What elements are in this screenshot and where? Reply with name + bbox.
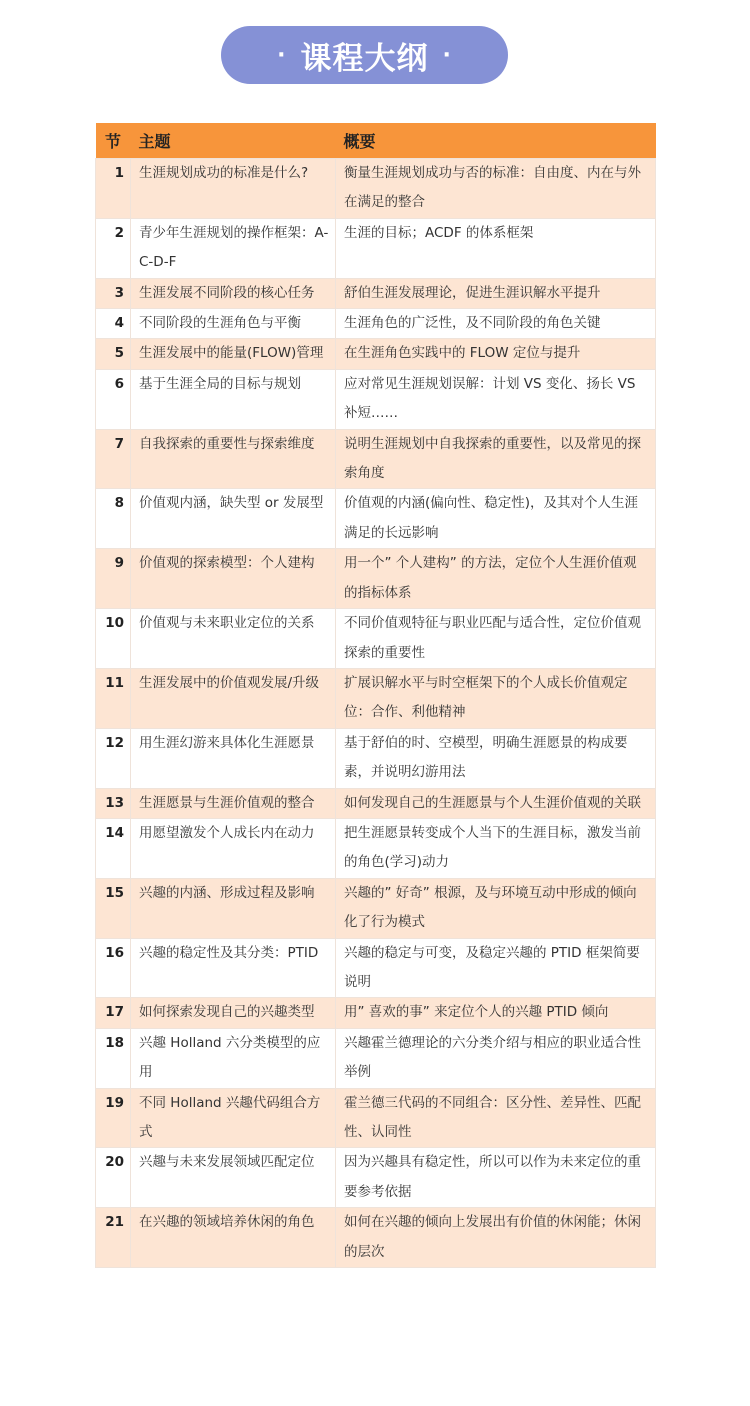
- row-topic: 价值观与未来职业定位的关系: [131, 609, 336, 669]
- row-topic: 兴趣的内涵、形成过程及影响: [131, 878, 336, 938]
- page-title-banner: [221, 26, 508, 84]
- row-num: 16: [96, 938, 131, 998]
- row-desc: 兴趣霍兰德理论的六分类介绍与相应的职业适合性举例: [336, 1028, 656, 1088]
- title-dot-left: ·: [277, 42, 287, 68]
- row-desc: 用一个” 个人建构” 的方法，定位个人生涯价值观的指标体系: [336, 549, 656, 609]
- table-row: [96, 429, 656, 489]
- row-topic: 不同阶段的生涯角色与平衡: [131, 309, 336, 339]
- table-header-row: [96, 123, 656, 159]
- row-num: 9: [96, 549, 131, 609]
- table-row: [96, 668, 656, 728]
- row-desc: 兴趣的” 好奇” 根源，及与环境互动中形成的倾向化了行为模式: [336, 878, 656, 938]
- row-topic: 兴趣与未来发展领域匹配定位: [131, 1148, 336, 1208]
- row-topic: 用生涯幻游来具体化生涯愿景: [131, 728, 336, 788]
- row-num: 7: [96, 429, 131, 489]
- row-topic: 生涯规划成功的标准是什么?: [131, 159, 336, 219]
- row-desc: 如何在兴趣的倾向上发展出有价值的休闲能；休闲的层次: [336, 1208, 656, 1268]
- page-title: 课程大纲: [300, 40, 429, 77]
- row-topic: 不同 Holland 兴趣代码组合方式: [131, 1088, 336, 1148]
- row-desc: 舒伯生涯发展理论，促进生涯识解水平提升: [336, 278, 656, 308]
- row-desc: 用” 喜欢的事” 来定位个人的兴趣 PTID 倾向: [336, 998, 656, 1028]
- row-desc: 在生涯角色实践中的 FLOW 定位与提升: [336, 339, 656, 369]
- row-desc: 说明生涯规划中自我探索的重要性，以及常见的探索角度: [336, 429, 656, 489]
- row-num: 19: [96, 1088, 131, 1148]
- table-row: [96, 998, 656, 1028]
- header-topic: 主题: [131, 123, 336, 159]
- row-num: 20: [96, 1148, 131, 1208]
- row-num: 3: [96, 278, 131, 308]
- row-desc: 扩展识解水平与时空框架下的个人成长价值观定位：合作、利他精神: [336, 668, 656, 728]
- table-row: [96, 1208, 656, 1268]
- row-desc: 生涯的目标；ACDF 的体系框架: [336, 218, 656, 278]
- table-row: [96, 369, 656, 429]
- row-num: 1: [96, 159, 131, 219]
- row-topic: 在兴趣的领域培养休闲的角色: [131, 1208, 336, 1268]
- row-num: 14: [96, 818, 131, 878]
- row-num: 21: [96, 1208, 131, 1268]
- row-topic: 生涯发展不同阶段的核心任务: [131, 278, 336, 308]
- row-num: 2: [96, 218, 131, 278]
- table-row: [96, 938, 656, 998]
- row-num: 13: [96, 788, 131, 818]
- row-desc: 不同价值观特征与职业匹配与适合性，定位价值观探索的重要性: [336, 609, 656, 669]
- row-desc: 生涯角色的广泛性，及不同阶段的角色关键: [336, 309, 656, 339]
- table-row: [96, 728, 656, 788]
- row-desc: 应对常见生涯规划误解：计划 VS 变化、扬长 VS 补短……: [336, 369, 656, 429]
- row-num: 12: [96, 728, 131, 788]
- row-num: 15: [96, 878, 131, 938]
- row-num: 18: [96, 1028, 131, 1088]
- table-row: [96, 1148, 656, 1208]
- course-outline-table: [95, 123, 656, 1268]
- table-row: [96, 489, 656, 549]
- row-num: 10: [96, 609, 131, 669]
- row-topic: 基于生涯全局的目标与规划: [131, 369, 336, 429]
- row-desc: 因为兴趣具有稳定性，所以可以作为未来定位的重要参考依据: [336, 1148, 656, 1208]
- table-row: [96, 1028, 656, 1088]
- table-row: [96, 788, 656, 818]
- row-topic: 生涯发展中的能量(FLOW)管理: [131, 339, 336, 369]
- table-row: [96, 549, 656, 609]
- row-desc: 如何发现自己的生涯愿景与个人生涯价值观的关联: [336, 788, 656, 818]
- table-row: [96, 309, 656, 339]
- table-row: [96, 878, 656, 938]
- header-desc: 概要: [336, 123, 656, 159]
- row-topic: 价值观内涵，缺失型 or 发展型: [131, 489, 336, 549]
- title-dot-right: ·: [442, 42, 452, 68]
- row-topic: 用愿望激发个人成长内在动力: [131, 818, 336, 878]
- row-desc: 霍兰德三代码的不同组合：区分性、差异性、匹配性、认同性: [336, 1088, 656, 1148]
- row-topic: 兴趣 Holland 六分类模型的应用: [131, 1028, 336, 1088]
- row-num: 8: [96, 489, 131, 549]
- table-row: [96, 1088, 656, 1148]
- row-topic: 兴趣的稳定性及其分类：PTID: [131, 938, 336, 998]
- row-desc: 把生涯愿景转变成个人当下的生涯目标，激发当前的角色(学习)动力: [336, 818, 656, 878]
- table-body: [96, 159, 656, 1268]
- row-topic: 生涯愿景与生涯价值观的整合: [131, 788, 336, 818]
- table-row: [96, 218, 656, 278]
- table-row: [96, 609, 656, 669]
- row-topic: 自我探索的重要性与探索维度: [131, 429, 336, 489]
- table-row: [96, 278, 656, 308]
- table-row: [96, 339, 656, 369]
- row-topic: 青少年生涯规划的操作框架：A-C-D-F: [131, 218, 336, 278]
- table-row: [96, 818, 656, 878]
- row-topic: 价值观的探索模型：个人建构: [131, 549, 336, 609]
- header-num: 节: [96, 123, 131, 159]
- row-topic: 如何探索发现自己的兴趣类型: [131, 998, 336, 1028]
- row-num: 6: [96, 369, 131, 429]
- row-desc: 价值观的内涵(偏向性、稳定性)，及其对个人生涯满足的长远影响: [336, 489, 656, 549]
- row-desc: 基于舒伯的时、空模型，明确生涯愿景的构成要素，并说明幻游用法: [336, 728, 656, 788]
- row-desc: 兴趣的稳定与可变，及稳定兴趣的 PTID 框架简要说明: [336, 938, 656, 998]
- row-topic: 生涯发展中的价值观发展/升级: [131, 668, 336, 728]
- row-num: 4: [96, 309, 131, 339]
- row-num: 5: [96, 339, 131, 369]
- row-num: 17: [96, 998, 131, 1028]
- row-desc: 衡量生涯规划成功与否的标准：自由度、内在与外在满足的整合: [336, 159, 656, 219]
- row-num: 11: [96, 668, 131, 728]
- table-row: [96, 159, 656, 219]
